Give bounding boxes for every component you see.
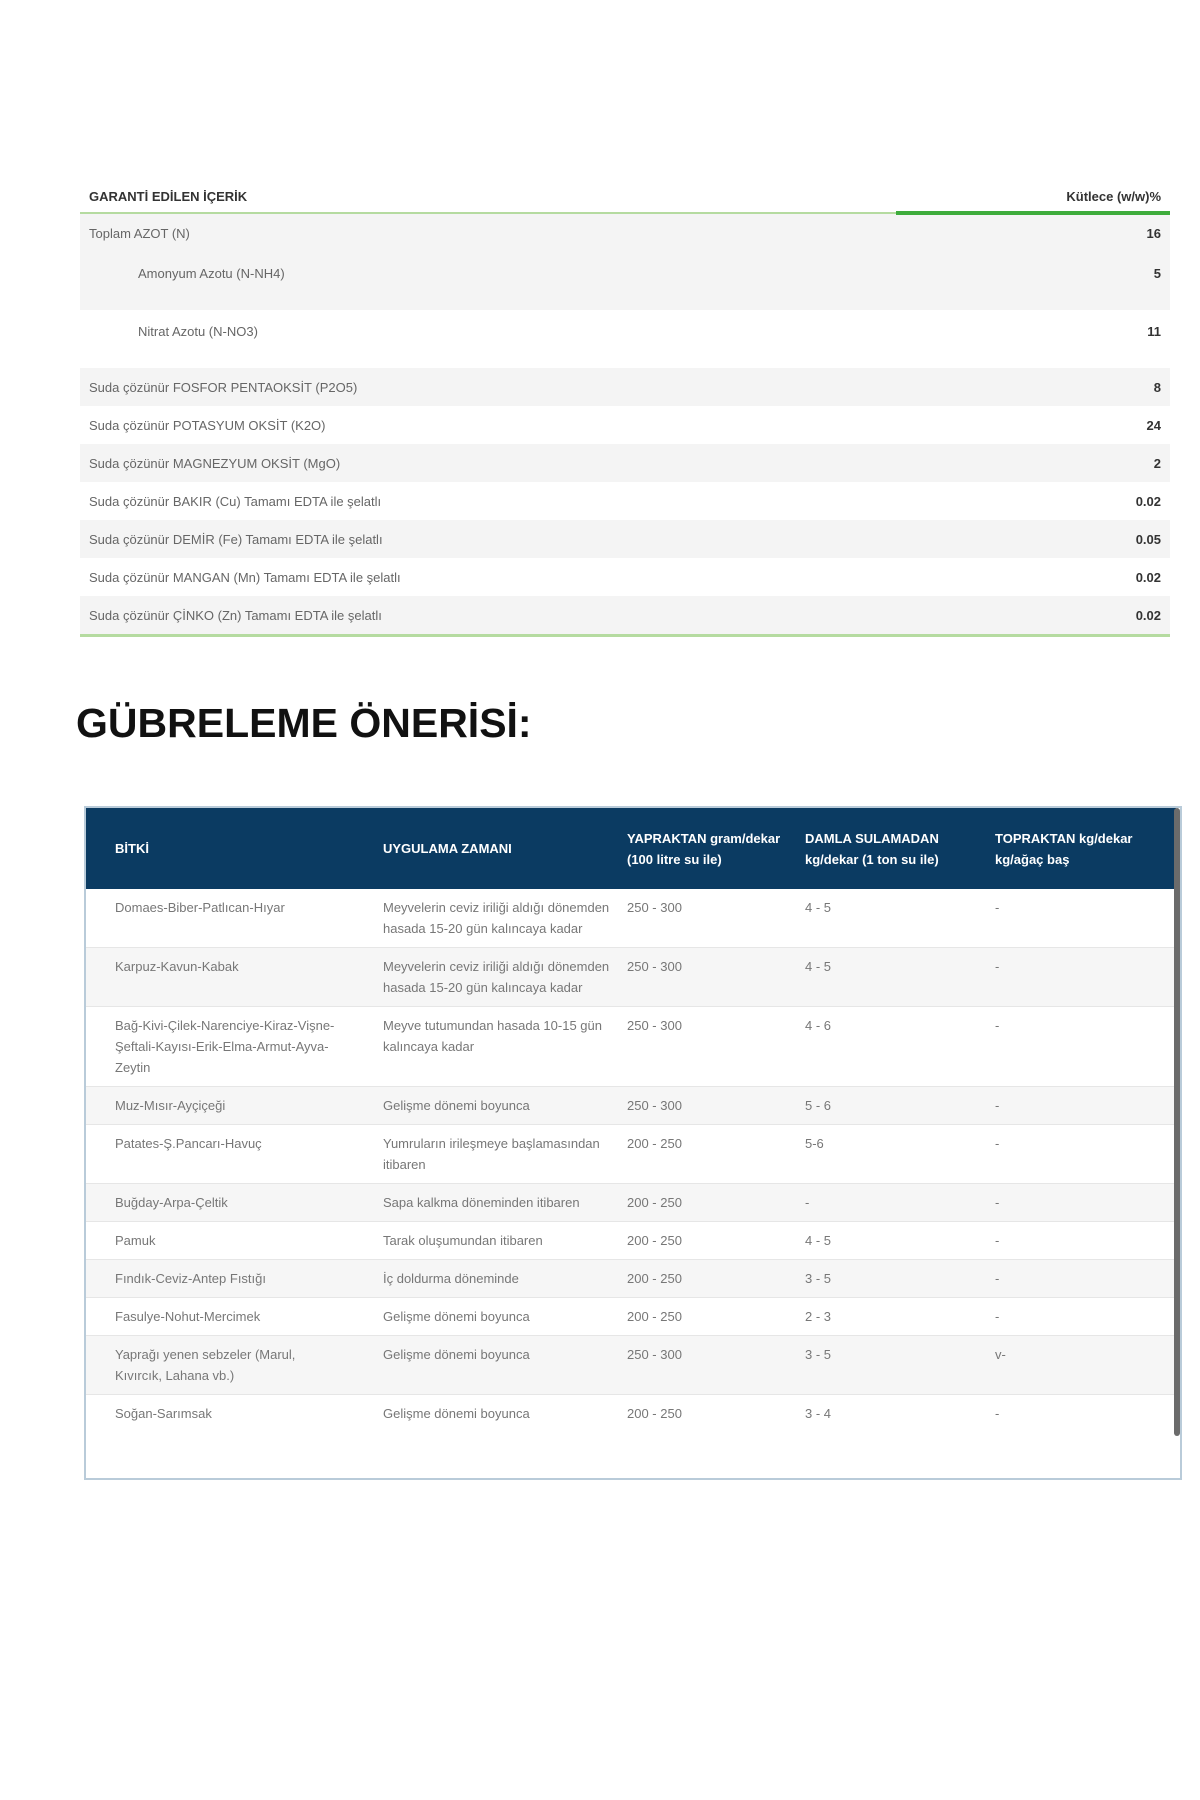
content-value: 2 bbox=[1153, 455, 1161, 471]
cell-application-time: Gelişme dönemi boyunca bbox=[354, 1298, 624, 1336]
content-value: 8 bbox=[1153, 379, 1161, 395]
footer-divider bbox=[80, 634, 1170, 637]
content-name: Toplam AZOT (N) bbox=[89, 225, 190, 241]
fertilization-recommendation-heading: GÜBRELEME ÖNERİSİ: bbox=[76, 700, 532, 746]
cell-foliar: 250 - 300 bbox=[624, 1087, 802, 1125]
cell-plant: Buğday-Arpa-Çeltik bbox=[86, 1184, 354, 1222]
table-row bbox=[86, 1125, 1176, 1184]
table-row bbox=[86, 1087, 1176, 1125]
cell-plant: Pamuk bbox=[86, 1222, 354, 1260]
table-row bbox=[86, 1184, 1176, 1222]
table-row bbox=[86, 948, 1176, 1007]
content-name: Suda çözünür POTASYUM OKSİT (K2O) bbox=[89, 417, 326, 433]
cell-plant: Patates-Ş.Pancarı-Havuç bbox=[86, 1125, 354, 1184]
cell-plant: Karpuz-Kavun-Kabak bbox=[86, 948, 354, 1007]
content-row-magnesium bbox=[80, 444, 1170, 482]
header-divider-accent bbox=[896, 211, 1170, 215]
cell-plant: Domaes-Biber-Patlıcan-Hıyar bbox=[115, 900, 285, 915]
header-soil: TOPRAKTAN kg/dekar kg/ağaç baş bbox=[992, 808, 1176, 889]
cell-application-time: Yumruların irileşmeye başlamasından itibaren bbox=[354, 1125, 624, 1184]
content-name: Suda çözünür ÇİNKO (Zn) Tamamı EDTA ile şelatlı bbox=[89, 607, 382, 623]
cell-soil: - bbox=[992, 1125, 1176, 1184]
cell-foliar: 200 - 250 bbox=[624, 1184, 802, 1222]
cell-application-time: Gelişme dönemi boyunca bbox=[354, 1087, 624, 1125]
cell-foliar: 250 - 300 bbox=[624, 948, 802, 1007]
content-row-potassium bbox=[80, 406, 1170, 444]
cell-application-time: Meyve tutumundan hasada 10-15 gün kalıncaya kadar bbox=[354, 1007, 624, 1087]
content-value: 11 bbox=[1147, 324, 1161, 339]
cell-application-time: Meyvelerin ceviz iriliği aldığı dönemden hasada 15-20 gün kalıncaya kadar bbox=[354, 948, 624, 1007]
content-value: 16 bbox=[1146, 225, 1161, 241]
content-row-iron bbox=[80, 520, 1170, 558]
content-row-total-nitrogen bbox=[80, 214, 1170, 252]
cell-drip: 5 - 6 bbox=[802, 1087, 992, 1125]
cell-soil: - bbox=[992, 1222, 1176, 1260]
fertilization-recommendation-table bbox=[84, 806, 1182, 1480]
cell-application-time: Meyvelerin ceviz iriliği aldığı dönemden hasada 15-20 gün kalıncaya kadar bbox=[383, 900, 610, 936]
table-row bbox=[86, 889, 1176, 948]
cell-drip: 4 - 6 bbox=[802, 1007, 992, 1087]
cell-soil: v- bbox=[992, 1336, 1176, 1395]
cell-foliar: 200 - 250 bbox=[624, 1395, 802, 1433]
mass-unit-label: Kütlece (w/w)% bbox=[1066, 188, 1161, 204]
cell-drip: - bbox=[802, 1184, 992, 1222]
cell-plant: Bağ-Kivi-Çilek-Narenciye-Kiraz-Vişne-Şeftali-Kayısı-Erik-Elma-Armut-Ayva-Zeytin bbox=[86, 1007, 354, 1087]
table-row bbox=[86, 1395, 1176, 1433]
cell-soil: - bbox=[992, 1007, 1176, 1087]
content-name: Suda çözünür BAKIR (Cu) Tamamı EDTA ile şelatlı bbox=[89, 493, 382, 509]
content-row-copper bbox=[80, 482, 1170, 520]
cell-foliar: 250 - 300 bbox=[627, 900, 682, 915]
cell-drip: 5-6 bbox=[802, 1125, 992, 1184]
cell-foliar: 200 - 250 bbox=[624, 1260, 802, 1298]
content-name: Nitrat Azotu (N-NO3) bbox=[138, 324, 258, 339]
cell-soil: - bbox=[992, 948, 1176, 1007]
table-row bbox=[86, 1260, 1176, 1298]
cell-foliar: 200 - 250 bbox=[624, 1125, 802, 1184]
table-row bbox=[86, 1222, 1176, 1260]
cell-drip: 3 - 4 bbox=[802, 1395, 992, 1433]
guaranteed-content-label: GARANTİ EDİLEN İÇERİK bbox=[89, 188, 248, 204]
cell-drip: 4 - 5 bbox=[805, 900, 832, 915]
table-scrollbar[interactable] bbox=[1174, 808, 1180, 1436]
header-application-time: UYGULAMA ZAMANI bbox=[354, 808, 624, 889]
cell-application-time: Gelişme dönemi boyunca bbox=[354, 1336, 624, 1395]
cell-plant: Fındık-Ceviz-Antep Fıstığı bbox=[86, 1260, 354, 1298]
cell-soil: - bbox=[992, 1087, 1176, 1125]
cell-foliar: 200 - 250 bbox=[624, 1298, 802, 1336]
cell-soil: - bbox=[995, 900, 1000, 915]
cell-application-time: Tarak oluşumundan itibaren bbox=[354, 1222, 624, 1260]
content-row-ammonium-nitrogen bbox=[80, 252, 1170, 310]
content-row-phosphorus bbox=[80, 368, 1170, 406]
content-value: 5 bbox=[1153, 266, 1161, 281]
content-name: Suda çözünür FOSFOR PENTAOKSİT (P2O5) bbox=[89, 379, 358, 395]
cell-drip: 3 - 5 bbox=[802, 1260, 992, 1298]
cell-foliar: 250 - 300 bbox=[624, 1007, 802, 1087]
content-value: 0.05 bbox=[1135, 531, 1161, 547]
table-header-row bbox=[86, 808, 1176, 889]
cell-soil: - bbox=[992, 1184, 1176, 1222]
cell-application-time: İç doldurma döneminde bbox=[354, 1260, 624, 1298]
content-value: 0.02 bbox=[1135, 607, 1161, 623]
table-row bbox=[86, 1007, 1176, 1087]
header-plant: BİTKİ bbox=[86, 808, 354, 889]
cell-soil: - bbox=[992, 1298, 1176, 1336]
cell-soil: - bbox=[992, 1260, 1176, 1298]
cell-foliar: 250 - 300 bbox=[624, 1336, 802, 1395]
content-value: 24 bbox=[1146, 417, 1161, 433]
cell-application-time: Gelişme dönemi boyunca bbox=[354, 1395, 624, 1433]
cell-drip: 4 - 5 bbox=[802, 948, 992, 1007]
content-name: Amonyum Azotu (N-NH4) bbox=[138, 266, 285, 281]
content-row-nitrate-nitrogen bbox=[80, 310, 1170, 368]
cell-plant: Yaprağı yenen sebzeler (Marul, Kıvırcık, Lahana vb.) bbox=[86, 1336, 354, 1395]
cell-application-time: Sapa kalkma döneminden itibaren bbox=[354, 1184, 624, 1222]
content-value: 0.02 bbox=[1135, 493, 1161, 509]
cell-plant: Fasulye-Nohut-Mercimek bbox=[86, 1298, 354, 1336]
header-divider bbox=[80, 212, 1170, 214]
guaranteed-content-header bbox=[80, 180, 1170, 212]
cell-drip: 4 - 5 bbox=[802, 1222, 992, 1260]
content-name: Suda çözünür MAGNEZYUM OKSİT (MgO) bbox=[89, 455, 341, 471]
header-foliar: YAPRAKTAN gram/dekar (100 litre su ile) bbox=[624, 808, 802, 889]
content-row-zinc bbox=[80, 596, 1170, 634]
cell-plant: Muz-Mısır-Ayçiçeği bbox=[86, 1087, 354, 1125]
cell-foliar: 200 - 250 bbox=[624, 1222, 802, 1260]
table-row bbox=[86, 1298, 1176, 1336]
content-value: 0.02 bbox=[1135, 569, 1161, 585]
content-name: Suda çözünür DEMİR (Fe) Tamamı EDTA ile şelatlı bbox=[89, 531, 383, 547]
guaranteed-content-table bbox=[80, 180, 1170, 637]
content-name: Suda çözünür MANGAN (Mn) Tamamı EDTA ile şelatlı bbox=[89, 569, 401, 585]
recommendation-table bbox=[86, 808, 1176, 1432]
cell-soil: - bbox=[992, 1395, 1176, 1433]
cell-plant: Soğan-Sarımsak bbox=[86, 1395, 354, 1433]
header-drip: DAMLA SULAMADAN kg/dekar (1 ton su ile) bbox=[802, 808, 992, 889]
table-row bbox=[86, 1336, 1176, 1395]
content-row-manganese bbox=[80, 558, 1170, 596]
cell-drip: 2 - 3 bbox=[802, 1298, 992, 1336]
cell-drip: 3 - 5 bbox=[802, 1336, 992, 1395]
